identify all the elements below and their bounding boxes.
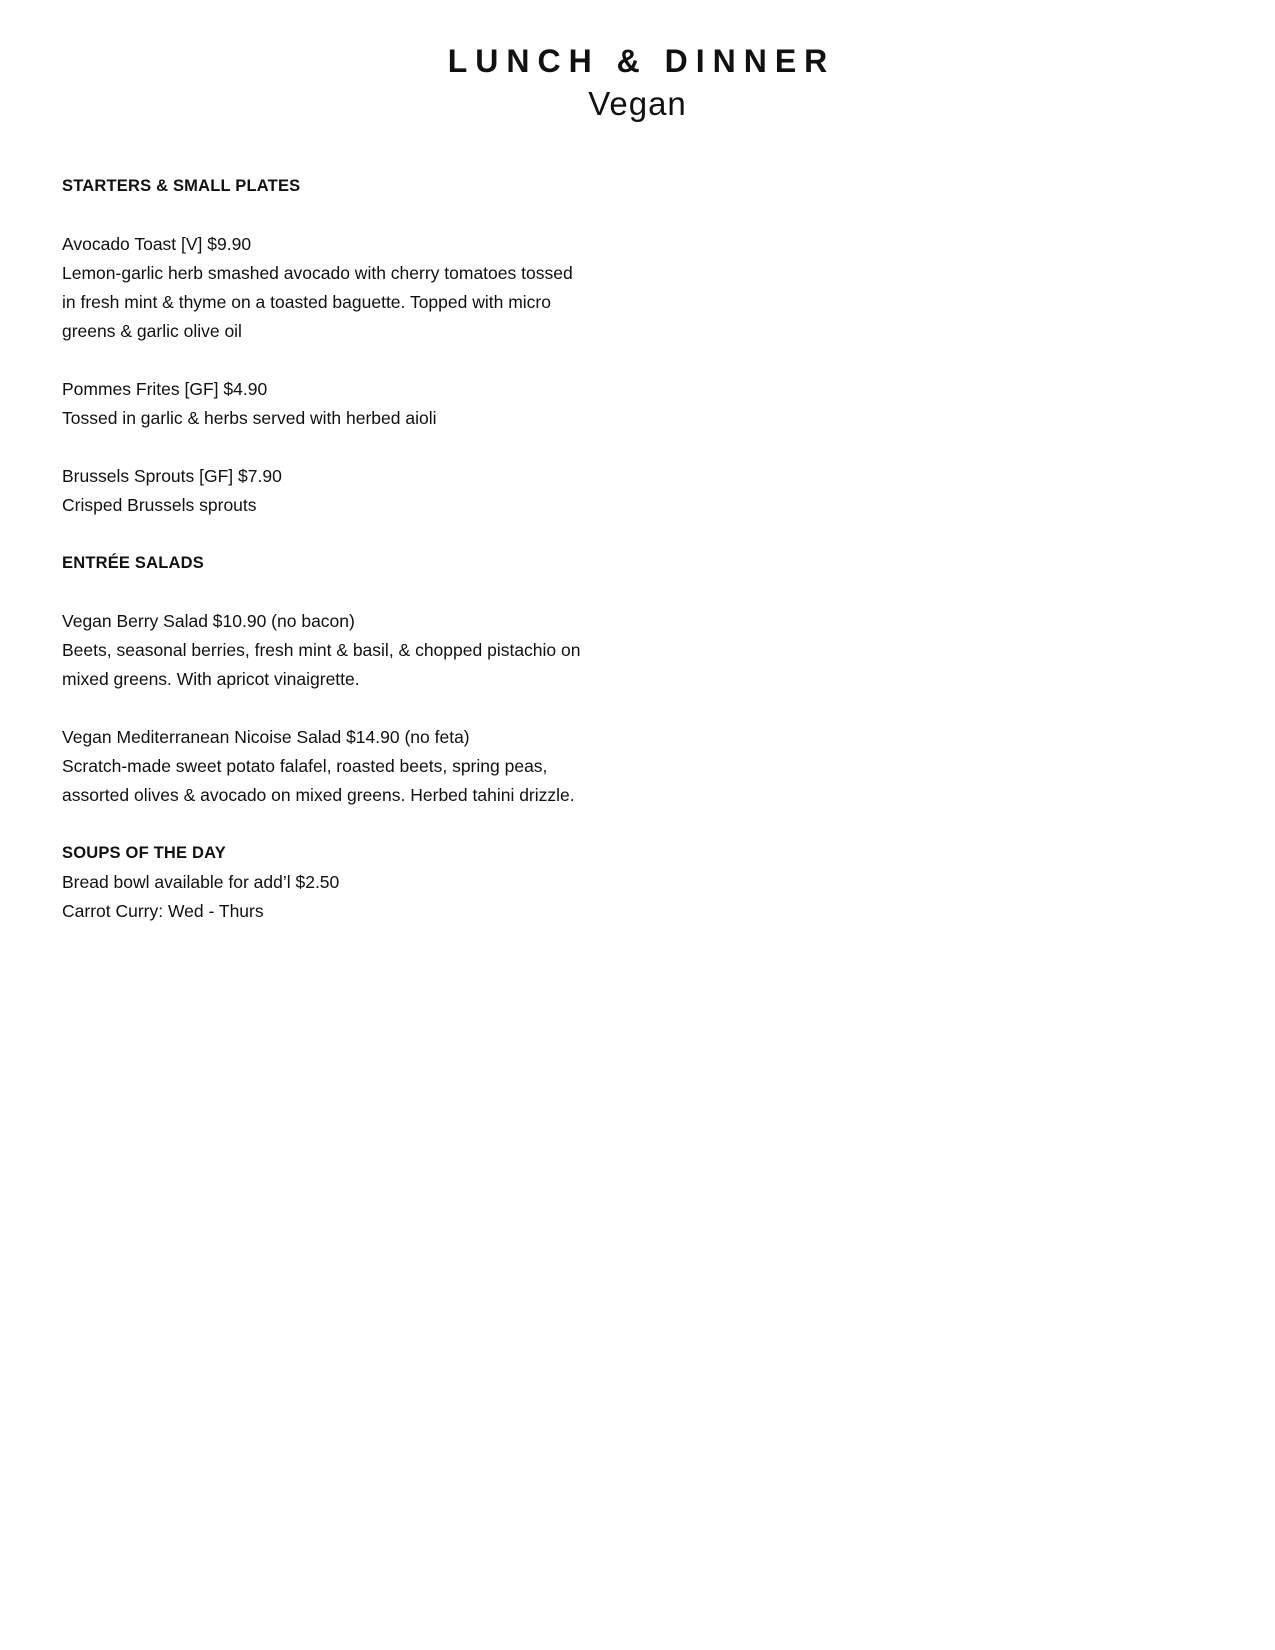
menu-item-mediterranean-nicoise (62, 723, 622, 810)
menu-item-brussels-sprouts (62, 462, 622, 520)
menu-item-desc-line: mixed greens. With apricot vinaigrette. (62, 669, 360, 689)
menu-item-avocado-toast (62, 230, 622, 346)
soup-bread-bowl-note: Bread bowl available for add’l $2.50 (62, 872, 340, 892)
menu-item-desc-line: Tossed in garlic & herbs served with herbed aioli (62, 408, 437, 428)
menu-item-name: Avocado Toast [V] $9.90 (62, 234, 252, 254)
menu-subtitle: Vegan (588, 85, 687, 122)
menu-item-name: Vegan Berry Salad $10.90 (no bacon) (62, 611, 355, 631)
menu-item-desc-line: Crisped Brussels sprouts (62, 495, 257, 515)
menu-content (62, 172, 622, 926)
menu-item-desc-line: assorted olives & avocado on mixed greens. Herbed tahini drizzle. (62, 785, 575, 805)
menu-item-desc-line: greens & garlic olive oil (62, 321, 242, 341)
menu-item-desc-line: Lemon-garlic herb smashed avocado with cherry tomatoes tossed (62, 263, 573, 283)
menu-item-desc-line: in fresh mint & thyme on a toasted baguette. Topped with micro (62, 292, 551, 312)
menu-item-vegan-berry-salad (62, 607, 622, 694)
menu-item-pommes-frites (62, 375, 622, 433)
menu-item-name: Vegan Mediterranean Nicoise Salad $14.90 (no feta) (62, 727, 470, 747)
starters-heading: STARTERS & SMALL PLATES (62, 177, 301, 195)
salads-heading: ENTRÉE SALADS (62, 554, 204, 572)
menu-item-desc-line: Beets, seasonal berries, fresh mint & basil, & chopped pistachio on (62, 640, 581, 660)
menu-item-name: Brussels Sprouts [GF] $7.90 (62, 466, 282, 486)
menu-item-desc-line: Scratch-made sweet potato falafel, roasted beets, spring peas, (62, 756, 548, 776)
soups-info (62, 868, 622, 926)
soups-heading: SOUPS OF THE DAY (62, 844, 226, 862)
menu-title: LUNCH & DINNER (447, 43, 836, 79)
menu-header (0, 38, 1275, 124)
soup-schedule-line: Carrot Curry: Wed - Thurs (62, 901, 264, 921)
menu-item-name: Pommes Frites [GF] $4.90 (62, 379, 268, 399)
